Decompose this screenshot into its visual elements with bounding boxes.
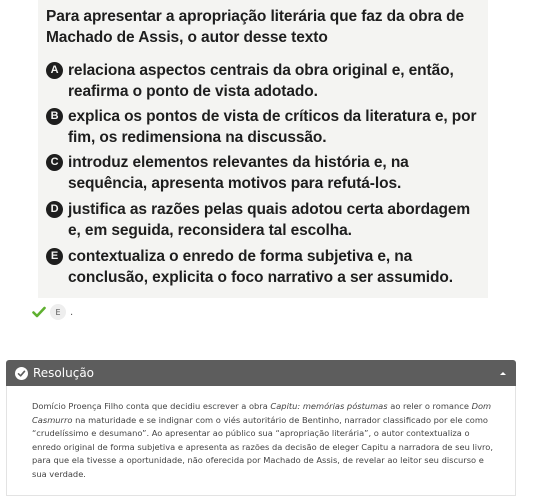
- alternative-text: justifica as razões pelas quais adotou certa abordagem e, em seguida, reconsidera tal escolha.: [68, 201, 471, 239]
- resolucao-text: ao reler o romance: [387, 401, 472, 411]
- alternative-text: relaciona aspectos centrais da obra original e, então, reafirma o ponto de vista adotado.: [68, 62, 454, 100]
- answer-suffix: .: [70, 306, 74, 318]
- book-title: Capitu: memórias póstumas: [270, 401, 388, 411]
- alternative-text: introduz elementos relevantes da história e, na sequência, apresenta motivos para refutá-los.: [68, 154, 409, 192]
- alternative-letter: A: [46, 62, 63, 79]
- resolucao-text: na maturidade e se indignar com o viés autoritário de Bentinho, narrador classificado por ele como “crudelíssimo e desumano”. Ao apresentar ao público sua “apropriação literária”, o autor contextualiza o enredo original de forma subjetiva e apresenta as razões da decisão de eleger Capitu a narradora de seu livro, para que ela tivesse a oportunidade, não oferecida por Machado de Assis, de revelar ao leitor seu discurso e sua verdade.: [32, 414, 493, 479]
- question-image: [38, 0, 488, 298]
- alternative-letter: E: [46, 248, 63, 265]
- alternative-text: explica os pontos de vista de críticos da literatura e, por fim, os redimensiona na discussão.: [68, 108, 477, 146]
- alternative-a: [46, 60, 486, 102]
- alternative-d: [46, 199, 486, 241]
- book-title: Dom Casmurro: [32, 401, 492, 425]
- question-stem: Para apresentar a apropriação literária que faz da obra de Machado de Assis, o autor desse texto: [46, 8, 465, 46]
- check-circle-icon: [15, 367, 28, 380]
- collapse-arrow-icon[interactable]: [500, 372, 506, 375]
- alternative-c: [46, 152, 486, 194]
- resolucao-body: [6, 386, 516, 496]
- resolucao-header[interactable]: [6, 360, 516, 386]
- alternative-e: [46, 246, 486, 288]
- alternative-letter: C: [46, 154, 63, 171]
- answer-letter-badge: E: [50, 304, 66, 320]
- alternative-b: [46, 106, 486, 148]
- alternative-letter: B: [46, 108, 63, 125]
- resolucao-panel: [6, 360, 516, 497]
- resolucao-title: Resolução: [33, 366, 95, 380]
- check-icon: [32, 305, 46, 319]
- resolucao-text: Domício Proença Filho conta que decidiu escrever a obra: [32, 401, 271, 411]
- alternative-text: contextualiza o enredo de forma subjetiva e, na conclusão, explicita o foco narrativo a ser assumido.: [68, 248, 453, 286]
- alternative-letter: D: [46, 201, 63, 218]
- correct-answer: [32, 304, 73, 320]
